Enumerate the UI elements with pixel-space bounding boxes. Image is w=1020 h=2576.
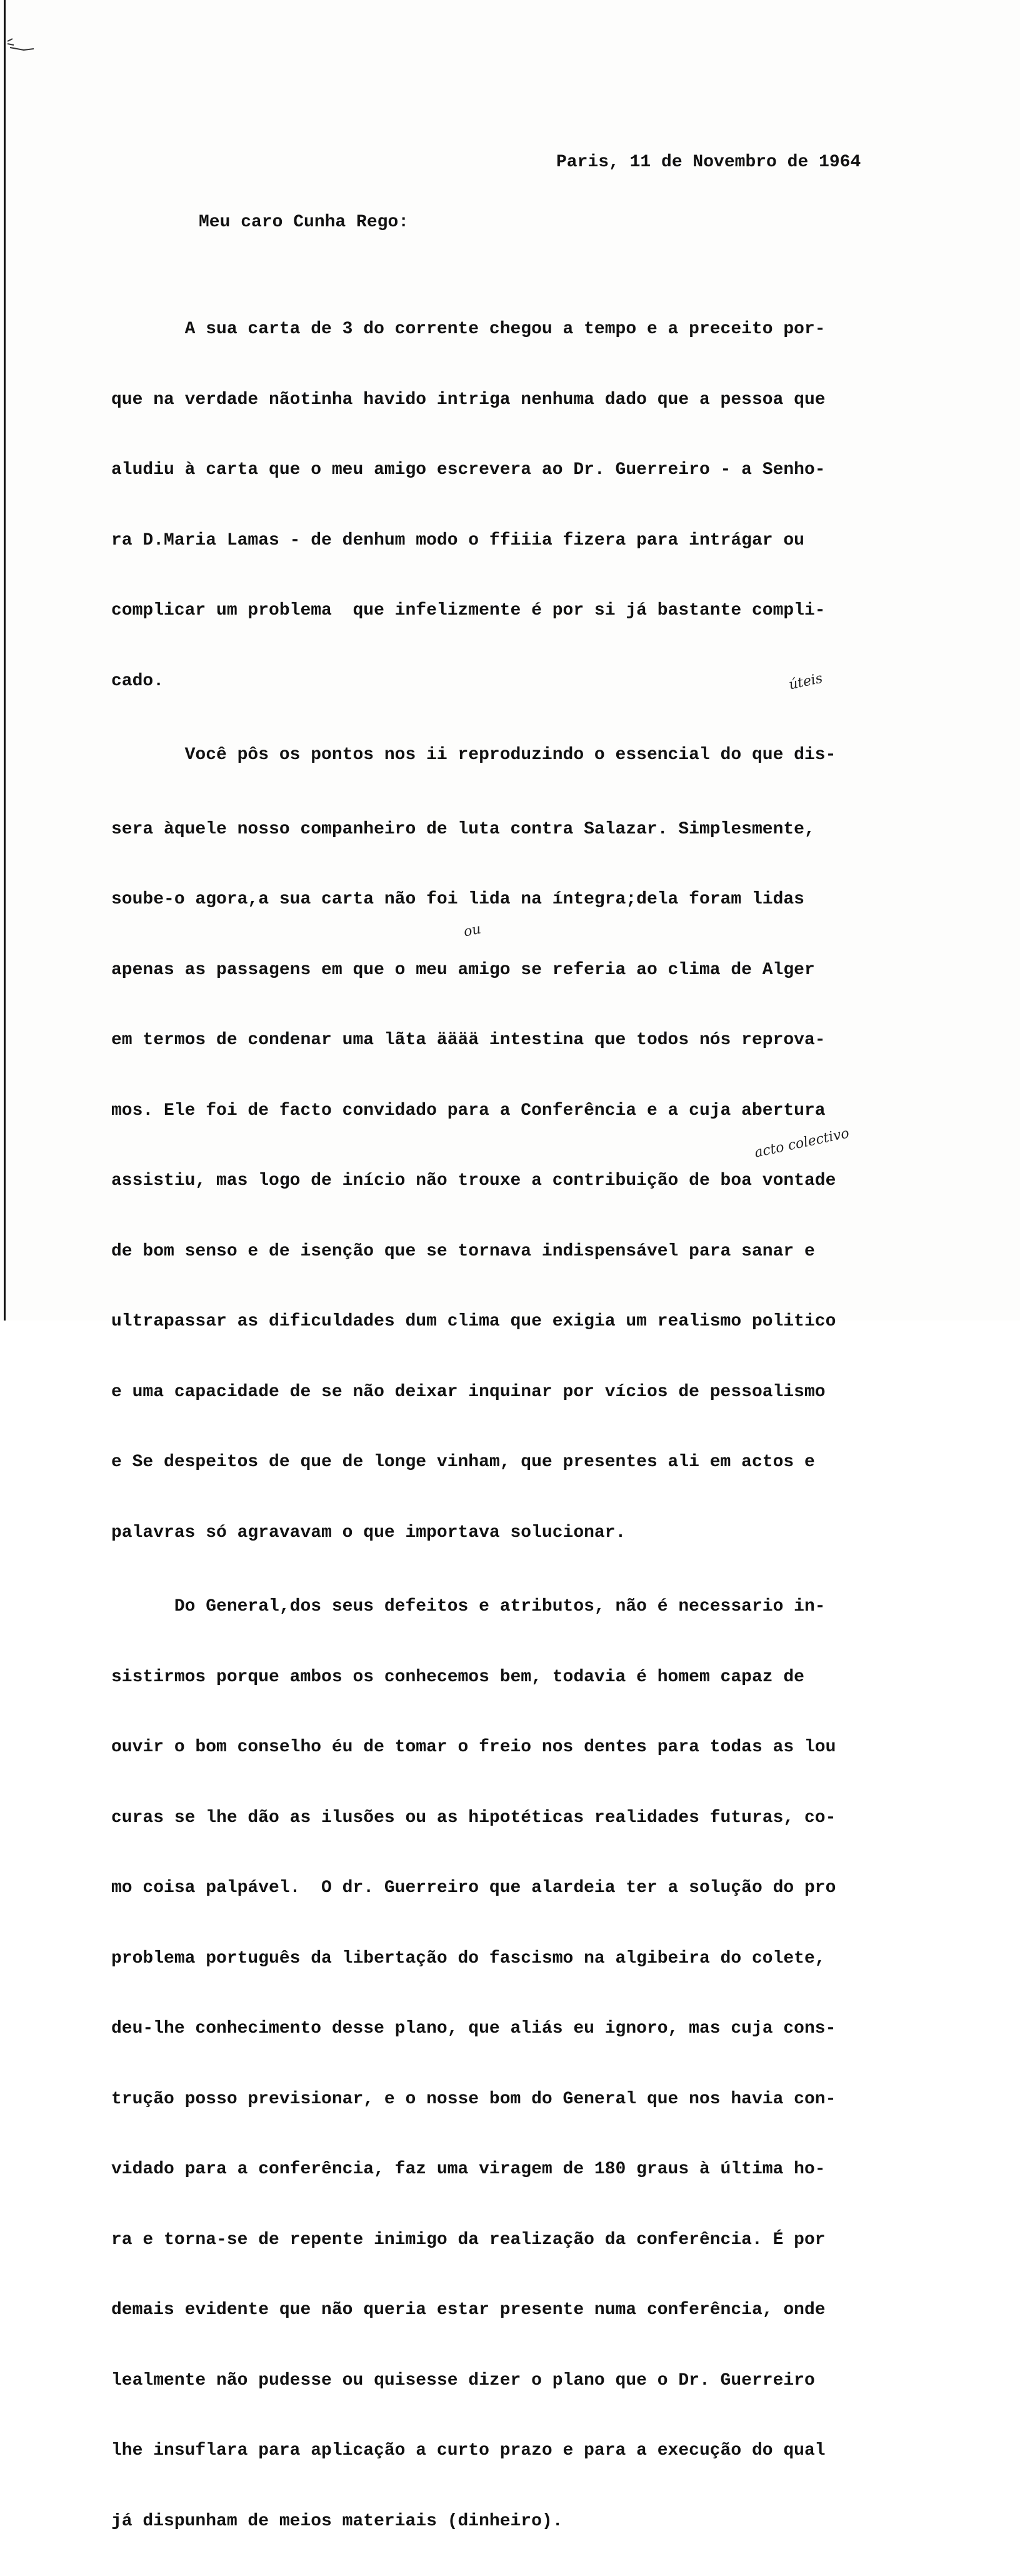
corner-scribble-icon [6,36,38,55]
body-line: ra e torna-se de repente inimigo da realização da conferência. É por [111,2230,826,2250]
handwritten-annotation: ou [462,921,482,940]
body-line: sera àquele nosso companheiro de luta contra Salazar. Simplesmente, [111,819,815,839]
handwritten-annotation: úteis [787,670,824,693]
body-line: ra D.Maria Lamas - de denhum modo o ffiiia fizera para intrágar ou [111,530,804,550]
body-line: mo coisa palpável. O dr. Guerreiro que alardeia ter a solução do pro [111,1878,836,1898]
salutation: Meu caro Cunha Rego: [199,213,409,232]
body-line: curas se lhe dão as ilusões ou as hipotéticas realidades futuras, co- [111,1808,836,1828]
letter-body [111,275,986,2576]
body-line: mos. Ele foi de facto convidado para a Conferência e a cuja abertura [111,1100,826,1120]
handwritten-annotation: acto colectivo [753,1125,851,1161]
body-line: já dispunham de meios materiais (dinheiro). [111,2511,563,2531]
dateline: Paris, 11 de Novembro de 1964 [556,153,861,172]
body-line: e uma capacidade de se não deixar inquinar por vícios de pessoalismo [111,1382,826,1402]
body-line: Do General,dos seus defeitos e atributos, não é necessario in- [111,1597,826,1616]
body-line: palavras só agravavam o que importava solucionar. [111,1522,626,1542]
body-line: ultrapassar as dificuldades dum clima que exigia um realismo politico [111,1312,836,1331]
body-line: A sua carta de 3 do corrente chegou a tempo e a preceito por- [111,319,826,339]
body-line: trução posso previsionar, e o nosse bom do General que nos havia con- [111,2089,836,2109]
body-line: complicar um problema que infelizmente é por si já bastante compli- [111,601,826,620]
body-line: deu-lhe conhecimento desse plano, que aliás eu ignoro, mas cuja cons- [111,2019,836,2038]
body-line: problema português da libertação do fascismo na algibeira do colete, [111,1948,826,1968]
body-line: cado. [111,671,164,691]
body-line: em termos de condenar uma lãta ääää intestina que todos nós reprova- [111,1030,826,1050]
body-line: ouvir o bom conselho éu de tomar o freio nos dentes para todas as lou [111,1738,836,1757]
body-line: sistirmos porque ambos os conhecemos bem, todavia é homem capaz de [111,1667,804,1687]
body-line: e Se despeitos de que de longe vinham, que presentes ali em actos e [111,1452,815,1472]
body-line: que na verdade nãotinha havido intriga nenhuma dado que a pessoa que [111,390,826,410]
body-line: vidado para a conferência, faz uma viragem de 180 graus à última ho- [111,2160,826,2179]
page-edge-shadow [4,0,6,1321]
body-line: lealmente não pudesse ou quisesse dizer o plano que o Dr. Guerreiro [111,2370,815,2390]
body-line: assistiu, mas logo de início não trouxe a contribuição de boa vontade [111,1171,836,1190]
body-line: demais evidente que não queria estar presente numa conferência, onde [111,2300,826,2320]
body-line: soube-o agora,a sua carta não foi lida na íntegra;dela foram lidas [111,890,804,909]
body-line: aludiu à carta que o meu amigo escrevera ao Dr. Guerreiro - a Senho- [111,460,826,480]
body-line: lhe insuflara para aplicação a curto prazo e para a execução do qual [111,2441,826,2460]
body-line: de bom senso e de isenção que se tornava indispensável para sanar e [111,1241,815,1261]
body-line: apenas as passagens em que o meu amigo se referia ao clima de Alger [111,960,815,980]
body-line: Você pôs os pontos nos ii reproduzindo o essencial do que dis- [111,745,836,765]
